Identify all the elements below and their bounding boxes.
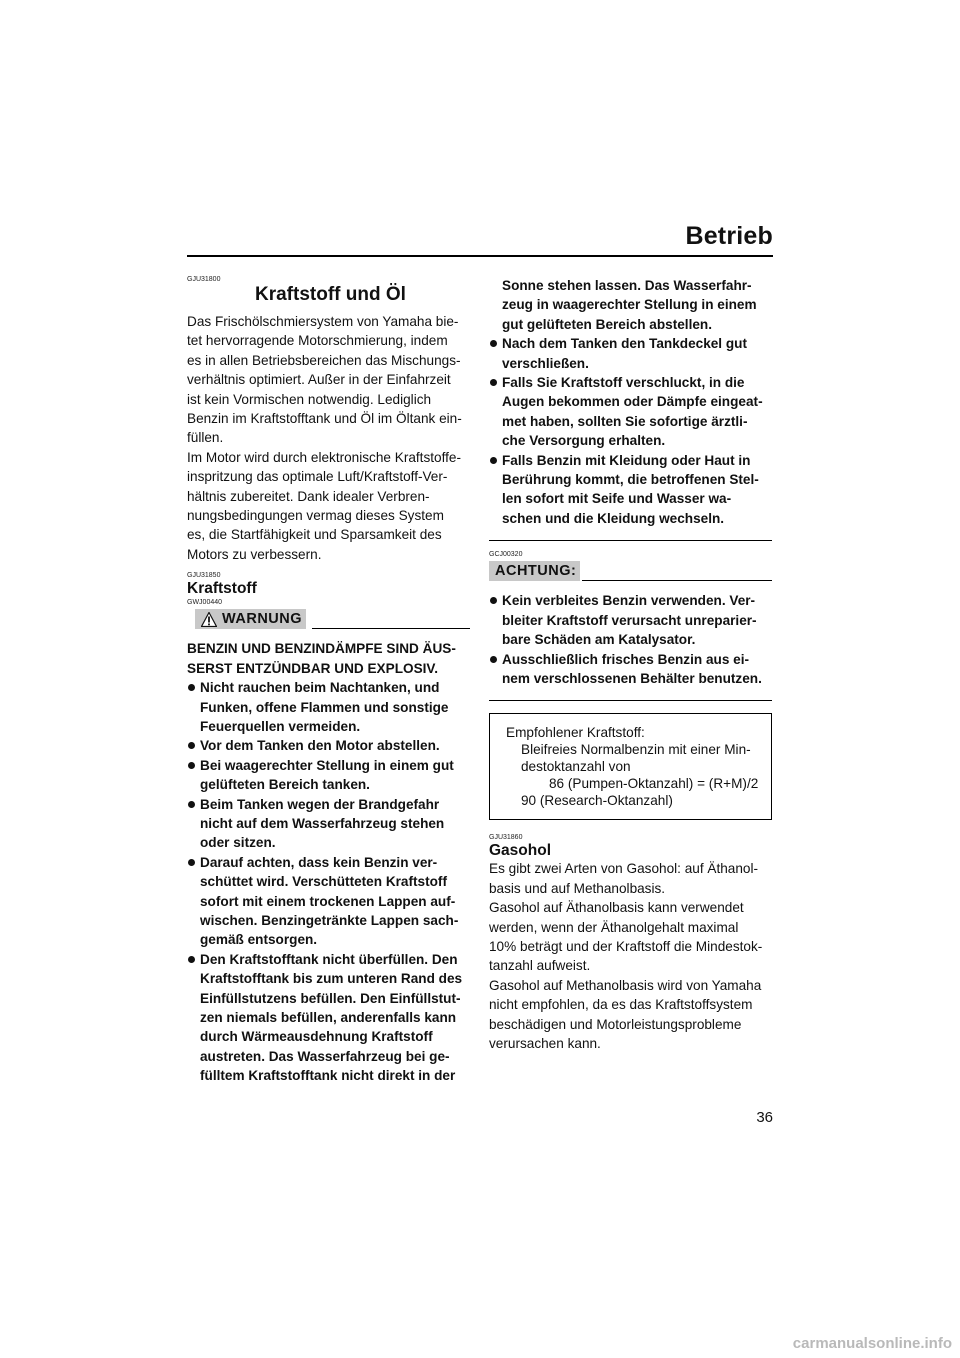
text-line: Beim Tanken wegen der Brandgefahr [200,796,440,812]
text-line: sofort mit einem trockenen Lappen auf- [200,893,456,909]
text-line: che Versorgung erhalten. [502,433,666,449]
text-line: beschädigen und Motorleistungsprobleme [489,1016,742,1032]
text-line: Sonne stehen lassen. Das Wasserfahr- [502,278,752,293]
list-item [489,334,772,373]
text-line: basis und auf Methanolbasis. [489,880,666,896]
text-line: Motors zu verbessern. [187,546,322,562]
text-line: Augen bekommen oder Dämpfe eingeat- [502,394,763,410]
caution-badge: ACHTUNG: [489,561,580,581]
header-rule [187,255,773,257]
subsection-title-gasohol: Gasohol [489,842,552,860]
text-line: met haben, sollten Sie sofortige ärztli- [502,413,748,429]
text-line: zen niemals befüllen, anderenfalls kann [200,1010,457,1025]
text-line: bleiter Kraftstoff verursacht unreparier- [502,612,757,628]
text-line: Im Motor wird durch elektronische Kraftstoffe- [187,449,461,465]
warning-rule [312,628,470,629]
text-line: schüttet wird. Verschütteten Kraftstoff [200,874,447,890]
page-header-title: Betrieb [685,222,773,250]
text-line: 90 (Research-Oktanzahl) [521,793,673,809]
warning-list-continued [489,334,772,528]
warning-lead [187,639,470,678]
text-line: bare Schäden am Katalysator. [502,632,696,648]
recommended-fuel-box [489,713,772,820]
text-line: füllen. [187,430,224,446]
text-line: BENZIN UND BENZINDÄMPFE SIND ÄUS- [187,641,456,657]
text-line: Benzin im Kraftstofftank und Öl im Öltank ein- [187,411,462,427]
list-item [187,950,470,1086]
reference-code: GJU31850 [187,572,221,580]
text-line: durch Wärmeausdehnung Kraftstoff [200,1029,433,1045]
text-line: es in allen Betriebsbereichen das Mischungs- [187,352,461,368]
subsection-title-kraftstoff: Kraftstoff [187,580,257,598]
warning-badge [195,609,306,629]
list-item [187,678,470,736]
text-line: Darauf achten, dass kein Benzin ver- [200,854,438,870]
reference-code: GJU31860 [489,834,523,842]
text-line: nungsbedingungen vermag dieses System [187,508,444,524]
text-line: Den Kraftstofftank nicht überfüllen. Den [200,951,458,967]
text-line: Bei waagerechter Stellung in einem gut [200,757,454,773]
warning-continuation [489,276,772,334]
list-item [187,756,470,795]
text-line: tanzahl aufweist. [489,958,591,974]
reference-code: GJU31800 [187,276,221,283]
watermark: carmanualsonline.info [792,1335,952,1352]
fuel-box-title: Empfohlener Kraftstoff: [506,725,645,741]
warning-triangle-icon [201,612,217,627]
text-line: verhältnis optimiert. Außer in der Einfahrzeit [187,372,451,388]
caution-end-rule [489,700,772,701]
text-line: Falls Sie Kraftstoff verschluckt, in die [502,375,745,391]
warning-end-rule [489,540,772,541]
reference-code: GCJ00320 [489,551,523,559]
text-line: 86 (Pumpen-Oktanzahl) = (R+M)/2 [549,776,759,792]
text-line: tet hervorragende Motorschmierung, indem [187,333,448,349]
list-item [187,736,470,755]
text-line: Gasohol auf Äthanolbasis kann verwendet [489,900,744,916]
text-line: Nicht rauchen beim Nachtanken, und [200,680,440,696]
text-line: nicht auf dem Wasserfahrzeug stehen [200,815,445,831]
text-line: werden, wenn der Äthanolgehalt maximal [489,919,739,935]
text-line: verschließen. [502,355,589,371]
left-column [187,276,470,1086]
text-line: es, die Startfähigkeit und Sparsamkeit des [187,527,442,543]
text-line: fülltem Kraftstofftank nicht direkt in der [200,1068,456,1084]
list-item [187,795,470,853]
text-line: Berührung kommt, die betroffenen Stel- [502,472,759,488]
warning-label: WARNUNG [222,611,303,628]
text-line: oder sitzen. [200,835,276,851]
text-line: Gasohol auf Methanolbasis wird von Yamaha [489,977,762,993]
text-line: len sofort mit Seife und Wasser wa- [502,491,732,507]
list-item [489,591,772,649]
warning-list [187,678,470,1086]
text-line: Ausschließlich frisches Benzin aus ei- [502,651,750,667]
text-line: zeug in waagerechter Stellung in einem [502,297,757,313]
text-line: Es gibt zwei Arten von Gasohol: auf Äthanol- [489,861,759,877]
text-line: Nach dem Tanken den Tankdeckel gut [502,336,747,352]
text-line: Feuerquellen vermeiden. [200,718,361,734]
list-item [489,451,772,529]
text-line: Funken, offene Flammen und sonstige [200,699,449,715]
text-line: Bleifreies Normalbenzin mit einer Min- [521,742,751,758]
text-line: gelüfteten Bereich tanken. [200,777,370,793]
text-line: hältnis zubereitet. Dank idealer Verbren- [187,488,430,504]
text-line: Kein verbleites Benzin verwenden. Ver- [502,593,756,609]
reference-code: GWJ00440 [187,599,223,607]
text-line: gut gelüfteten Bereich abstellen. [502,316,712,332]
text-line: Falls Benzin mit Kleidung oder Haut in [502,452,751,468]
text-line: 10% beträgt und der Kraftstoff die Mindestok- [489,938,763,954]
caution-header [489,561,772,583]
right-column [489,276,772,1053]
text-line: gemäß entsorgen. [200,932,318,948]
section-title: Kraftstoff und Öl [255,284,406,305]
text-line: Das Frischölschmiersystem von Yamaha bie- [187,314,459,329]
text-line: destoktanzahl von [521,759,631,775]
text-line: schen und die Kleidung wechseln. [502,510,725,526]
caution-rule [582,580,772,581]
gasohol-paragraph [489,859,772,1053]
text-line: SERST ENTZÜNDBAR UND EXPLOSIV. [187,660,439,676]
text-line: Einfüllstutzens befüllen. Den Einfüllstut- [200,990,461,1006]
text-line: nem verschlossenen Behälter benutzen. [502,670,762,686]
list-item [489,373,772,451]
text-line: Kraftstofftank bis zum unteren Rand des [200,971,463,987]
list-item [489,650,772,689]
text-line: ist kein Vormischen notwendig. Lediglich [187,391,432,407]
text-line: wischen. Benzingetränkte Lappen sach- [200,912,459,928]
intro-paragraph [187,312,470,564]
caution-list [489,591,772,688]
text-line: Vor dem Tanken den Motor abstellen. [200,738,440,754]
text-line: nicht empfohlen, da es das Kraftstoffsystem [489,997,753,1013]
warning-header [187,609,470,631]
text-line: verursachen kann. [489,1035,601,1051]
text-line: austreten. Das Wasserfahrzeug bei ge- [200,1048,450,1064]
list-item [187,853,470,950]
page-number: 36 [756,1109,773,1126]
text-line: inspritzung das optimale Luft/Kraftstoff-Ver- [187,469,448,485]
